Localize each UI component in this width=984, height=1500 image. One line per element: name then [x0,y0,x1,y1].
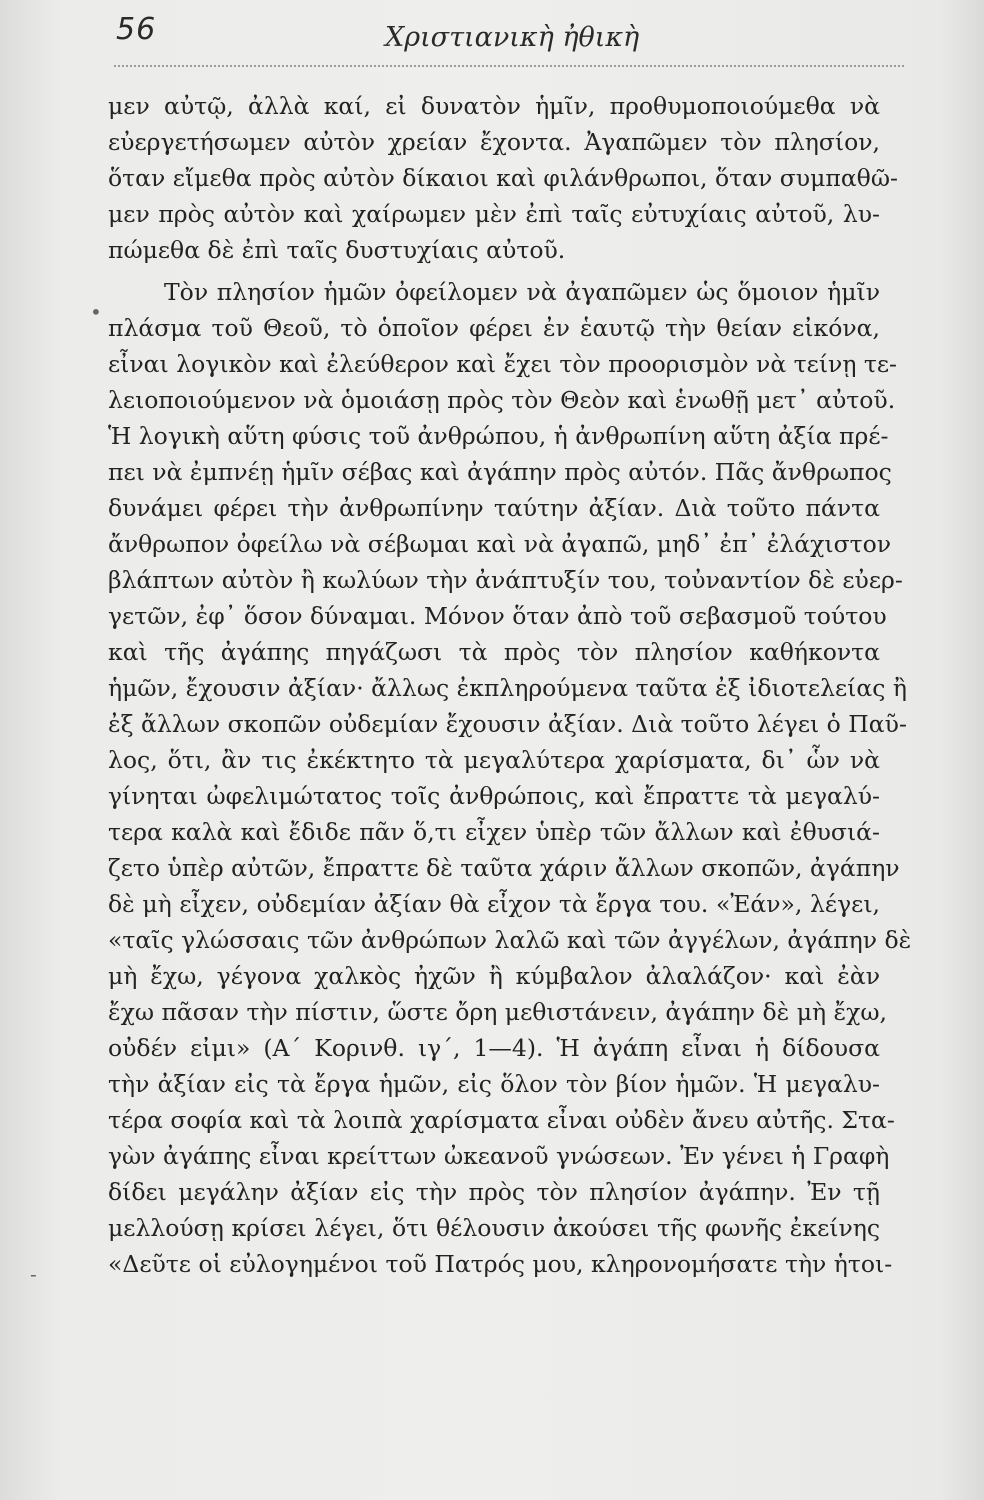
text-line: δίδει μεγάλην ἀξίαν εἰς τὴν πρὸς τὸν πλησίον ἀγάπην. Ἐν τῇ [108,1178,880,1206]
text-line: πώμεθα δὲ ἐπὶ ταῖς δυστυχίαις αὐτοῦ. [108,236,566,264]
text-line: «ταῖς γλώσσαις τῶν ἀνθρώπων λαλῶ καὶ τῶν ἀγγέλων, ἀγάπην δὲ [108,926,912,954]
text-line: γετῶν, ἐφ᾽ ὅσον δύναμαι. Μόνον ὅταν ἀπὸ τοῦ σεβασμοῦ τούτου [108,602,887,630]
text-line: γὼν ἀγάπης εἶναι κρείττων ὠκεανοῦ γνώσεων. Ἐν γένει ἡ Γραφὴ [108,1142,890,1170]
text-line: δὲ μὴ εἶχεν, οὐδεμίαν ἀξίαν θὰ εἶχον τὰ ἔργα του. «Ἐάν», λέγει, [108,890,880,918]
text-line: μὴ ἔχω, γέγονα χαλκὸς ἠχῶν ἢ κύμβαλον ἀλαλάζον· καὶ ἐὰν [108,962,880,990]
header-rule [114,65,904,67]
page-header [0,0,984,80]
text-line: λειοποιούμενον νὰ ὁμοιάσῃ πρὸς τὸν Θεὸν καὶ ἑνωθῇ μετ᾽ αὐτοῦ. [108,386,896,414]
text-line: μεν πρὸς αὐτὸν καὶ χαίρωμεν μὲν ἐπὶ ταῖς εὐτυχίαις αὐτοῦ, λυ- [108,200,880,228]
text-line: ἡμῶν, ἔχουσιν ἀξίαν· ἄλλως ἐκπληρούμενα ταῦτα ἐξ ἰδιοτελείας ἢ [108,674,907,702]
text-line: δυνάμει φέρει τὴν ἀνθρωπίνην ταύτην ἀξίαν. Διὰ τοῦτο πάντα [108,494,880,522]
margin-mark: - [30,1262,37,1286]
text-line: εὐεργετήσωμεν αὐτὸν χρείαν ἔχοντα. Ἀγαπῶμεν τὸν πλησίον, [108,128,880,156]
text-line: καὶ τῆς ἀγάπης πηγάζωσι τὰ πρὸς τὸν πλησίον καθήκοντα [108,638,880,666]
text-line: τὴν ἀξίαν εἰς τὰ ἔργα ἡμῶν, εἰς ὅλον τὸν βίον ἡμῶν. Ἡ μεγαλυ- [108,1070,880,1098]
text-line: Τὸν πλησίον ἡμῶν ὀφείλομεν νὰ ἀγαπῶμεν ὡς ὅμοιον ἡμῖν [164,278,880,306]
text-line: λος, ὅτι, ἂν τις ἐκέκτητο τὰ μεγαλύτερα χαρίσματα, δι᾽ ὧν νὰ [108,746,880,774]
margin-mark: • [90,300,102,324]
text-line: «Δεῦτε οἱ εὐλογημένοι τοῦ Πατρός μου, κληρονομήσατε τὴν ἡτοι- [108,1250,893,1278]
text-line: ἔχω πᾶσαν τὴν πίστιν, ὥστε ὄρη μεθιστάνειν, ἀγάπην δὲ μὴ ἔχω, [108,998,888,1026]
text-line: εἶναι λογικὸν καὶ ἐλεύθερον καὶ ἔχει τὸν προορισμὸν νὰ τείνῃ τε- [108,350,897,378]
text-line: βλάπτων αὐτὸν ἢ κωλύων τὴν ἀνάπτυξίν του, τοὐναντίον δὲ εὐερ- [108,566,903,594]
text-line: τερα καλὰ καὶ ἔδιδε πᾶν ὅ,τι εἶχεν ὑπὲρ τῶν ἄλλων καὶ ἐθυσιά- [108,818,880,846]
text-line: ἄνθρωπον ὀφείλω νὰ σέβωμαι καὶ νὰ ἀγαπῶ, μηδ᾽ ἐπ᾽ ἐλάχιστον [108,530,892,558]
text-line: μεν αὐτῷ, ἀλλὰ καί, εἰ δυνατὸν ἡμῖν, προθυμοποιούμεθα νὰ [108,92,880,120]
text-line: οὐδέν εἰμι» (Α΄ Κορινθ. ιγ΄, 1—4). Ἡ ἀγάπη εἶναι ἡ δίδουσα [108,1034,880,1062]
text-line: ἐξ ἄλλων σκοπῶν οὐδεμίαν ἔχουσιν ἀξίαν. Διὰ τοῦτο λέγει ὁ Παῦ- [108,710,907,738]
text-line: Ἡ λογικὴ αὕτη φύσις τοῦ ἀνθρώπου, ἡ ἀνθρωπίνη αὕτη ἀξία πρέ- [108,422,889,450]
text-line: πλάσμα τοῦ Θεοῦ, τὸ ὁποῖον φέρει ἐν ἑαυτῷ τὴν θείαν εἰκόνα, [108,314,880,342]
page-number: 56 [116,12,157,47]
text-line: ζετο ὑπὲρ αὐτῶν, ἔπραττε δὲ ταῦτα χάριν ἄλλων σκοπῶν, ἀγάπην [108,854,900,882]
text-line: γίνηται ὠφελιμώτατος τοῖς ἀνθρώποις, καὶ ἔπραττε τὰ μεγαλύ- [108,782,880,810]
text-line: πει νὰ ἐμπνέῃ ἡμῖν σέβας καὶ ἀγάπην πρὸς αὐτόν. Πᾶς ἄνθρωπος [108,458,892,486]
text-line: ὅταν εἴμεθα πρὸς αὐτὸν δίκαιοι καὶ φιλάνθρωποι, ὅταν συμπαθῶ- [108,164,898,192]
running-title: Χριστιανικὴ ἠθικὴ [385,22,640,53]
text-line: τέρα σοφία καὶ τὰ λοιπὰ χαρίσματα εἶναι οὐδὲν ἄνευ αὐτῆς. Στα- [108,1106,895,1134]
text-line: μελλούσῃ κρίσει λέγει, ὅτι θέλουσιν ἀκούσει τῆς φωνῆς ἐκείνης [108,1214,880,1242]
